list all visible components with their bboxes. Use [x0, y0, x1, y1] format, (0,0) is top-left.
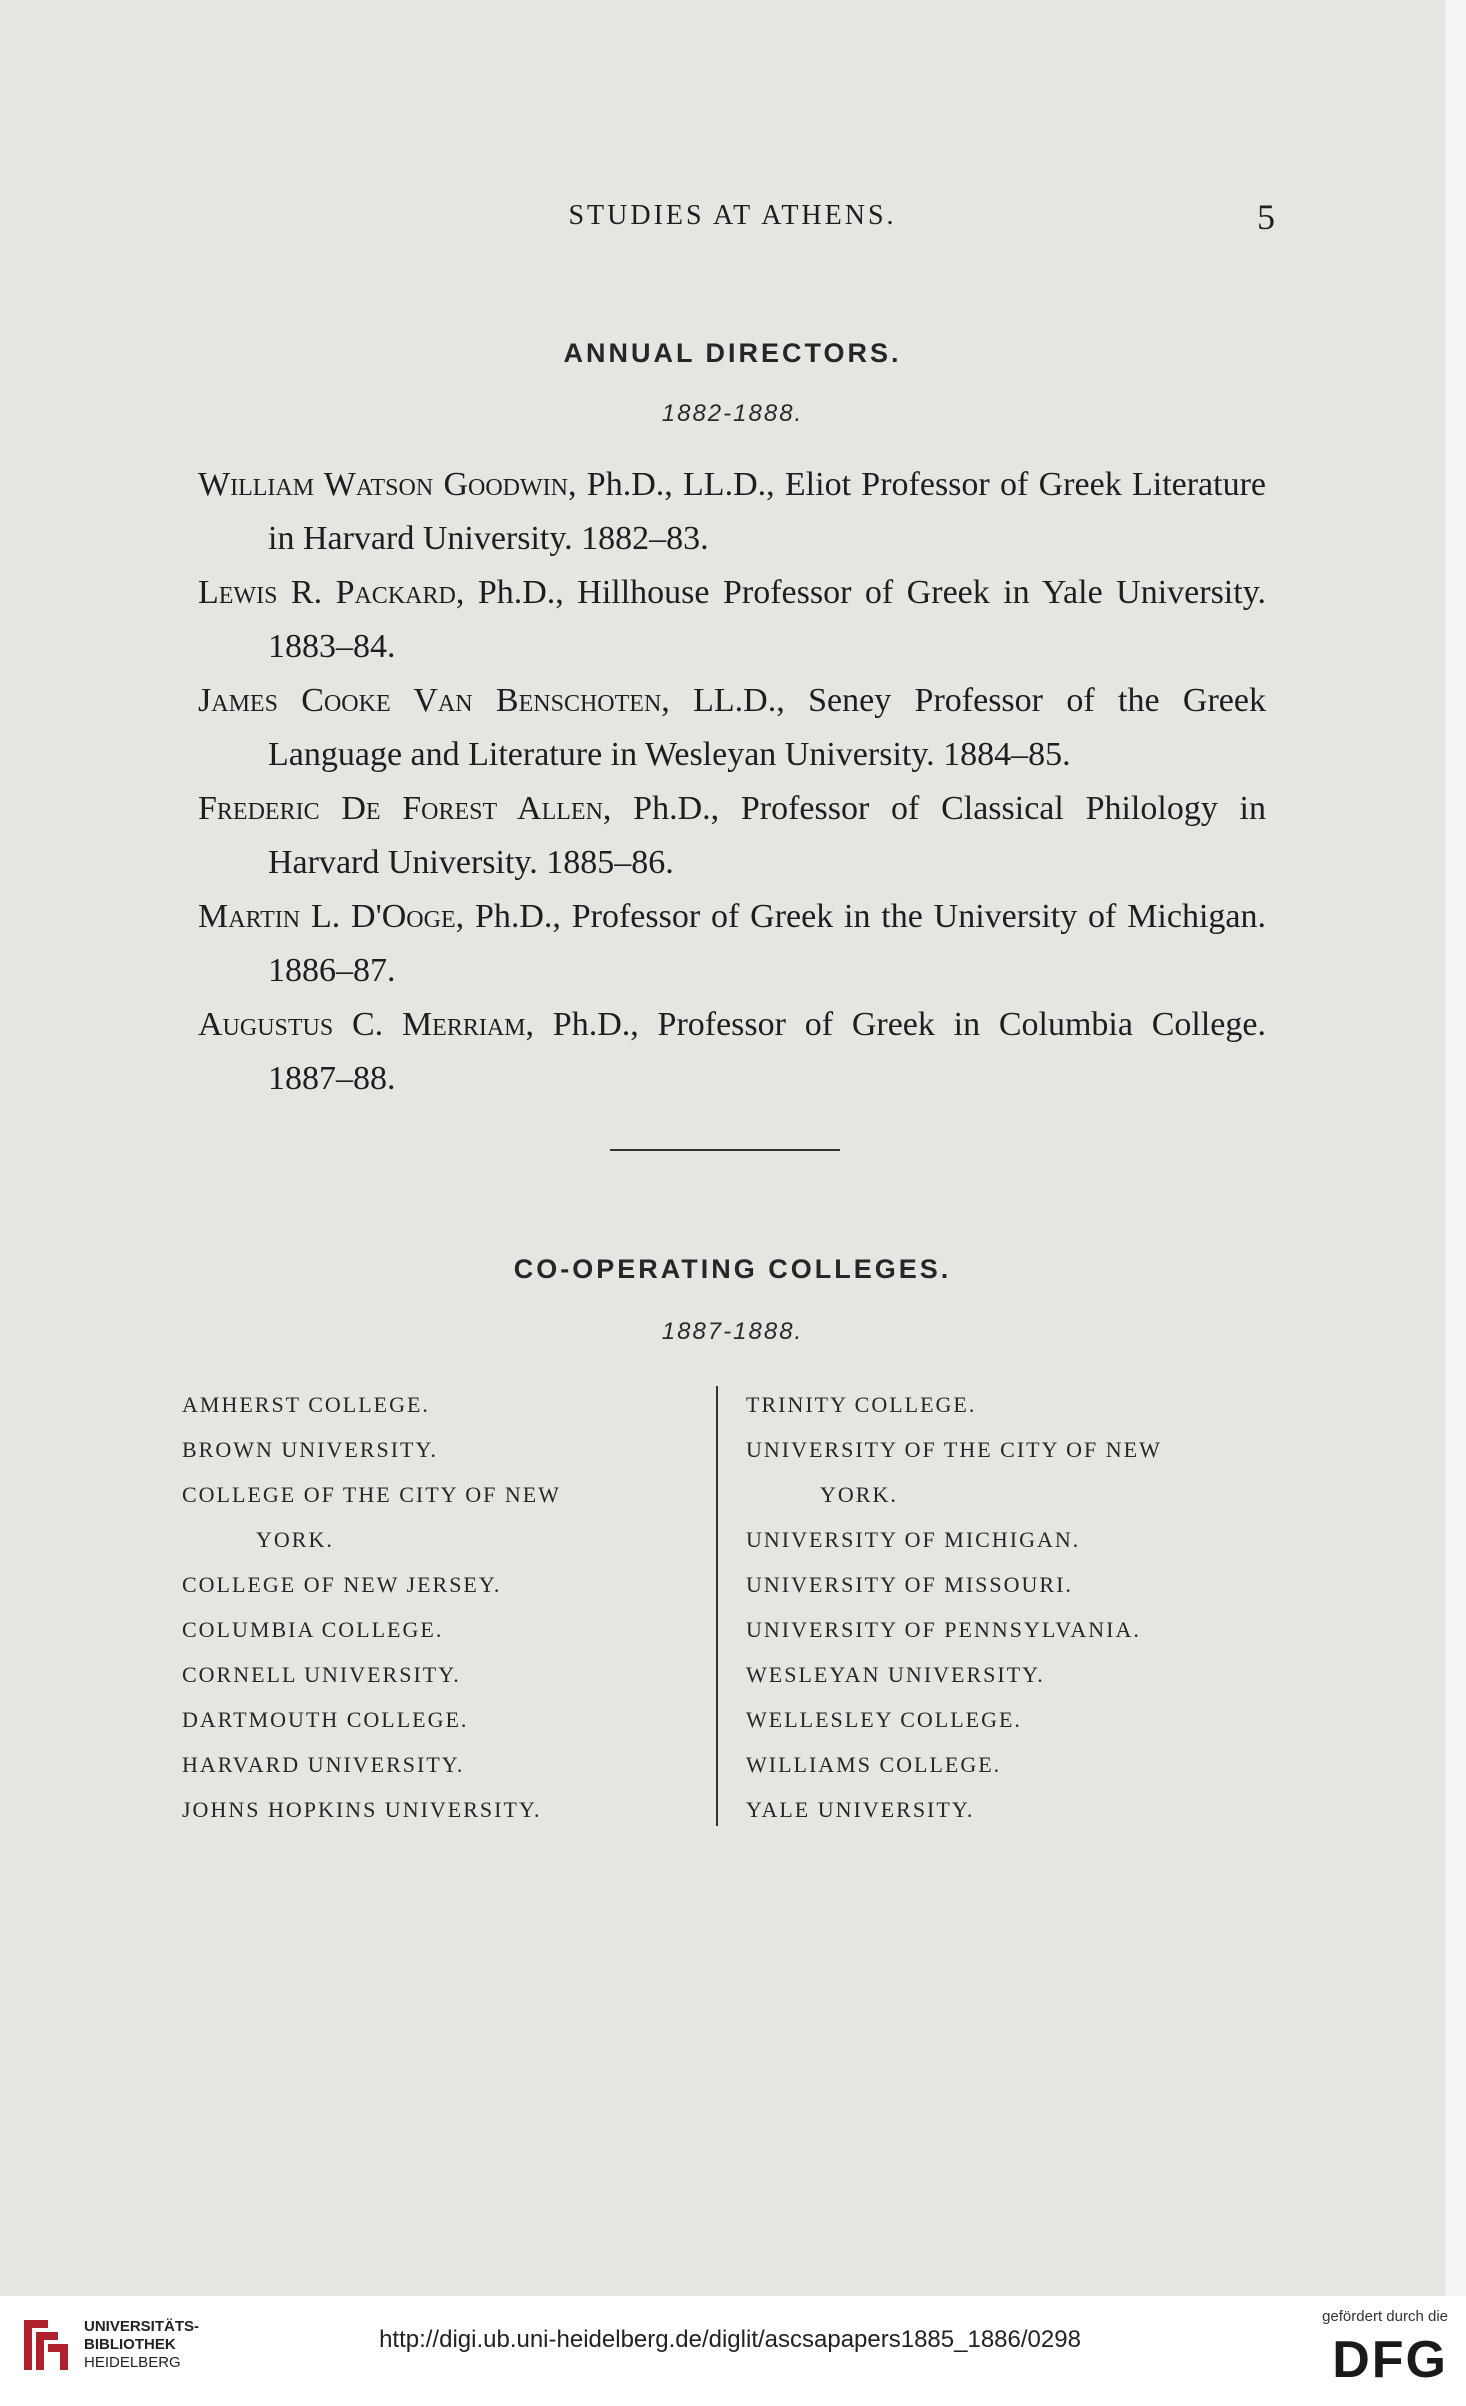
college-item: TRINITY COLLEGE.: [746, 1392, 977, 1417]
funding-caption: gefördert durch die: [1322, 2308, 1448, 2325]
director-name: Augustus C. Merriam: [198, 1006, 526, 1043]
college-item: UNIVERSITY OF MISSOURI.: [746, 1572, 1073, 1597]
director-entry: [198, 782, 1266, 890]
director-entry: [198, 890, 1266, 998]
college-item: COLLEGE OF THE CITY OF NEW: [182, 1482, 561, 1507]
college-item: BROWN UNIVERSITY.: [182, 1437, 439, 1462]
college-item: DARTMOUTH COLLEGE.: [182, 1707, 469, 1732]
director-entry: [198, 998, 1266, 1106]
college-item-continuation: YORK.: [256, 1527, 334, 1552]
cooperating-colleges-heading: CO-OPERATING COLLEGES.: [513, 1254, 952, 1284]
column-divider: [716, 1386, 718, 1826]
college-item: AMHERST COLLEGE.: [182, 1392, 430, 1417]
director-name: Martin L. D'Ooge: [198, 898, 456, 935]
director-details: , Ph.D., LL.D., Eliot Professor of Greek Literature in Harvard University. 1882–83.: [268, 466, 1267, 557]
director-details: , LL.D., Seney Professor of the Greek Language and Literature in Wesleyan University. 1884–85.: [268, 682, 1266, 773]
dfg-logo: DFG: [1332, 2331, 1448, 2389]
director-details: , Ph.D., Professor of Greek in the University of Michigan. 1886–87.: [268, 898, 1266, 989]
college-item: WILLIAMS COLLEGE.: [746, 1752, 1002, 1777]
college-item: WESLEYAN UNIVERSITY.: [746, 1662, 1045, 1687]
college-item-continuation: YORK.: [820, 1482, 898, 1507]
scan-margin: [1445, 0, 1466, 2296]
college-item: COLLEGE OF NEW JERSEY.: [182, 1572, 502, 1597]
library-name-line3: HEIDELBERG: [84, 2354, 181, 2371]
section-divider: [610, 1149, 840, 1151]
director-name: William Watson Goodwin: [198, 466, 568, 503]
footer-bar: [0, 2296, 1466, 2406]
college-item: YALE UNIVERSITY.: [746, 1797, 975, 1822]
college-item: JOHNS HOPKINS UNIVERSITY.: [182, 1797, 542, 1822]
college-item: WELLESLEY COLLEGE.: [746, 1707, 1022, 1732]
college-item: UNIVERSITY OF THE CITY OF NEW: [746, 1437, 1162, 1462]
director-details: , Ph.D., Professor of Greek in Columbia College. 1887–88.: [268, 1006, 1266, 1097]
director-details: , Ph.D., Professor of Classical Philology in Harvard University. 1885–86.: [268, 790, 1266, 881]
permalink-url[interactable]: http://digi.ub.uni-heidelberg.de/diglit/ascsapapers1885_1886/0298: [379, 2326, 1081, 2353]
college-item: CORNELL UNIVERSITY.: [182, 1662, 461, 1687]
annual-directors-heading: ANNUAL DIRECTORS.: [563, 338, 902, 368]
colleges-left-column: [182, 1382, 702, 1832]
library-name-line1: UNIVERSITÄTS-: [84, 2318, 200, 2335]
cooperating-colleges-years: 1887-1888.: [661, 1318, 804, 1345]
page-number: 5: [1257, 197, 1275, 237]
director-entry: [198, 458, 1266, 566]
directors-list: [198, 458, 1266, 1106]
colleges-right-column: [746, 1382, 1286, 1832]
library-name: [84, 2318, 199, 2372]
annual-directors-years: 1882-1888.: [661, 400, 804, 427]
college-item: UNIVERSITY OF MICHIGAN.: [746, 1527, 1081, 1552]
college-item: COLUMBIA COLLEGE.: [182, 1617, 444, 1642]
director-entry: [198, 674, 1266, 782]
running-head: [190, 197, 1275, 244]
director-details: , Ph.D., Hillhouse Professor of Greek in Yale University. 1883–84.: [268, 574, 1266, 665]
director-name: James Cooke Van Benschoten: [198, 682, 662, 719]
director-name: Lewis R. Packard: [198, 574, 456, 611]
director-entry: [198, 566, 1266, 674]
running-title: STUDIES AT ATHENS.: [568, 200, 897, 231]
library-name-line2: BIBLIOTHEK: [84, 2336, 176, 2353]
library-logo-icon: [18, 2314, 74, 2376]
director-name: Frederic De Forest Allen: [198, 790, 603, 827]
college-item: HARVARD UNIVERSITY.: [182, 1752, 465, 1777]
college-item: UNIVERSITY OF PENNSYLVANIA.: [746, 1617, 1141, 1642]
